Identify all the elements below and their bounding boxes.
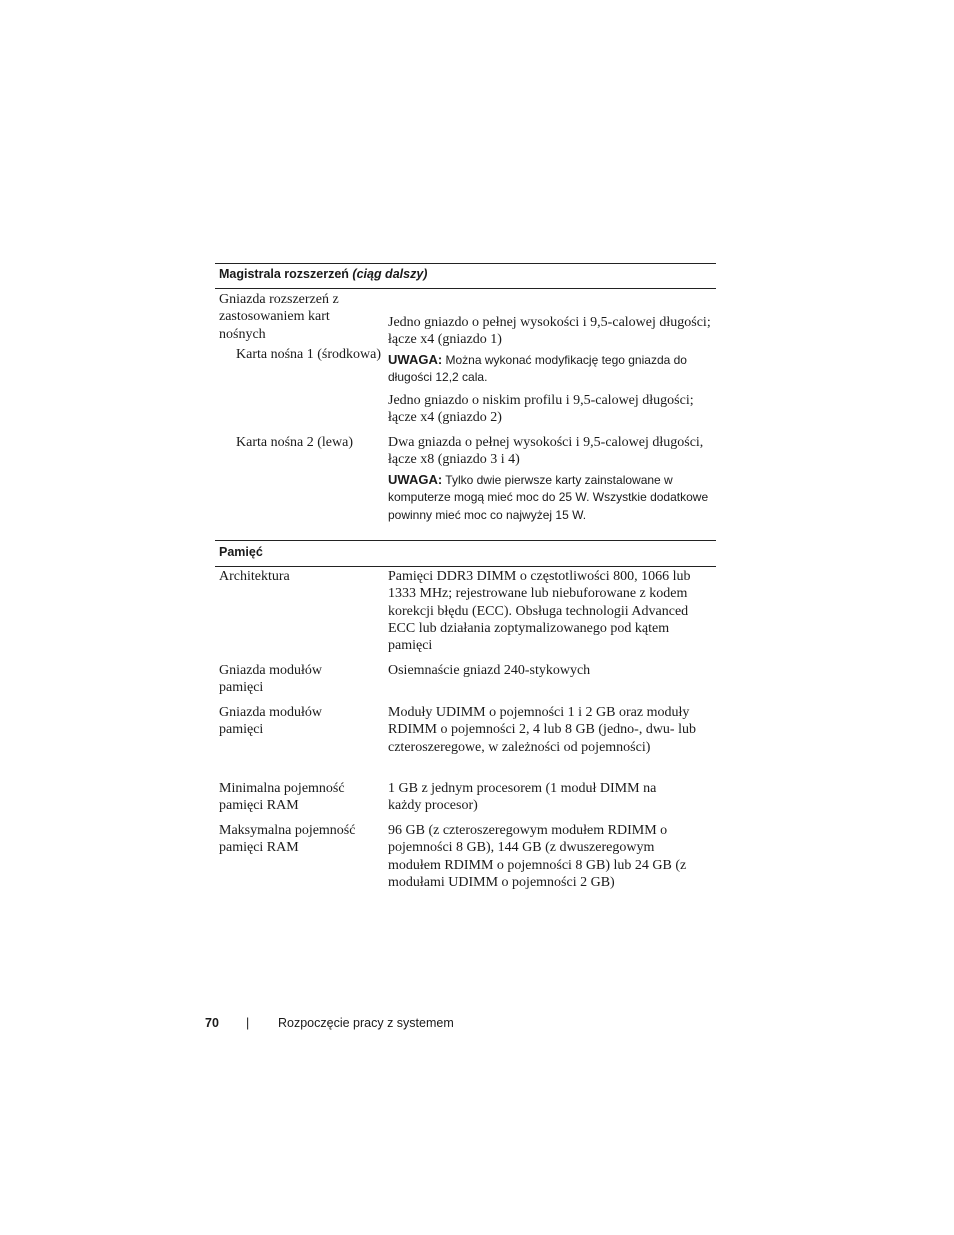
section-rule-expansion [215, 288, 716, 289]
section-title-suffix: (ciąg dalszy) [352, 267, 428, 281]
memory-label-slots: Gniazda modułów pamięci [219, 663, 323, 696]
riser1-slot2-value: Jedno gniazdo o niskim profilu i 9,5-calowej długości; łącze x4 (gniazdo 2) [388, 393, 694, 426]
footer-chapter: Rozpoczęcie pracy z systemem [278, 1016, 454, 1030]
riser1-label: Karta nośna 1 (środkowa) [236, 347, 382, 362]
memory-label-architecture: Architektura [219, 569, 290, 584]
note2 [388, 471, 718, 524]
footer-separator: | [246, 1016, 250, 1030]
riser1-slot1-value: Jedno gniazdo o pełnej wysokości i 9,5-calowej długości; łącze x4 (gniazdo 1) [388, 315, 711, 348]
section-title-text: Magistrala rozszerzeń [219, 267, 349, 281]
riser2-slots-value: Dwa gniazda o pełnej wysokości i 9,5-calowej długości, łącze x8 (gniazdo 3 i 4) [388, 435, 704, 468]
expansion-slots-label: Gniazda rozszerzeń z zastosowaniem kart nośnych [219, 292, 339, 342]
memory-value-modules: Moduły UDIMM o pojemności 1 i 2 GB oraz moduły RDIMM o pojemności 2, 4 lub 8 GB (jedno-, dwu- lub czteroszeregowe, w zależności od pojemności) [388, 705, 696, 755]
top-rule [215, 263, 716, 264]
section-rule-memory [215, 566, 716, 567]
note2-label: UWAGA: [388, 472, 443, 487]
top-rule-memory [215, 540, 716, 541]
note1-label: UWAGA: [388, 352, 443, 367]
section-title-expansion [219, 267, 427, 281]
riser2-label: Karta nośna 2 (lewa) [236, 435, 354, 450]
memory-value-architecture: Pamięci DDR3 DIMM o częstotliwości 800, 1066 lub 1333 MHz; rejestrowane lub niebuforowane z kodem korekcji błędu (ECC). Obsługa technologii Advanced ECC lub działania zoptymalizowanego pod kątem pamięci [388, 569, 691, 654]
memory-label-min-ram: Minimalna pojemność pamięci RAM [219, 781, 345, 814]
memory-label-max-ram: Maksymalna pojemność pamięci RAM [219, 823, 356, 856]
note1 [388, 351, 698, 387]
section-title-memory: Pamięć [219, 545, 263, 559]
page-number: 70 [205, 1016, 219, 1030]
note1-text: Można wykonać modyfikację tego gniazda do długości 12,2 cala. [388, 353, 687, 385]
memory-value-max-ram: 96 GB (z czteroszeregowym modułem RDIMM o pojemności 8 GB), 144 GB (z dwuszeregowym modułem RDIMM o pojemności 8 GB) lub 24 GB (z modułami UDIMM o pojemności 2 GB) [388, 823, 687, 890]
memory-value-slots: Osiemnaście gniazd 240-stykowych [388, 663, 591, 678]
memory-label-modules: Gniazda modułów pamięci [219, 705, 323, 738]
memory-value-min-ram: 1 GB z jednym procesorem (1 moduł DIMM na każdy procesor) [388, 781, 657, 814]
note2-text: Tylko dwie pierwsze karty zainstalowane w komputerze mogą mieć moc do 25 W. Wszystkie dodatkowe powinny mieć moc co najwyżej 15 W. [388, 473, 709, 522]
